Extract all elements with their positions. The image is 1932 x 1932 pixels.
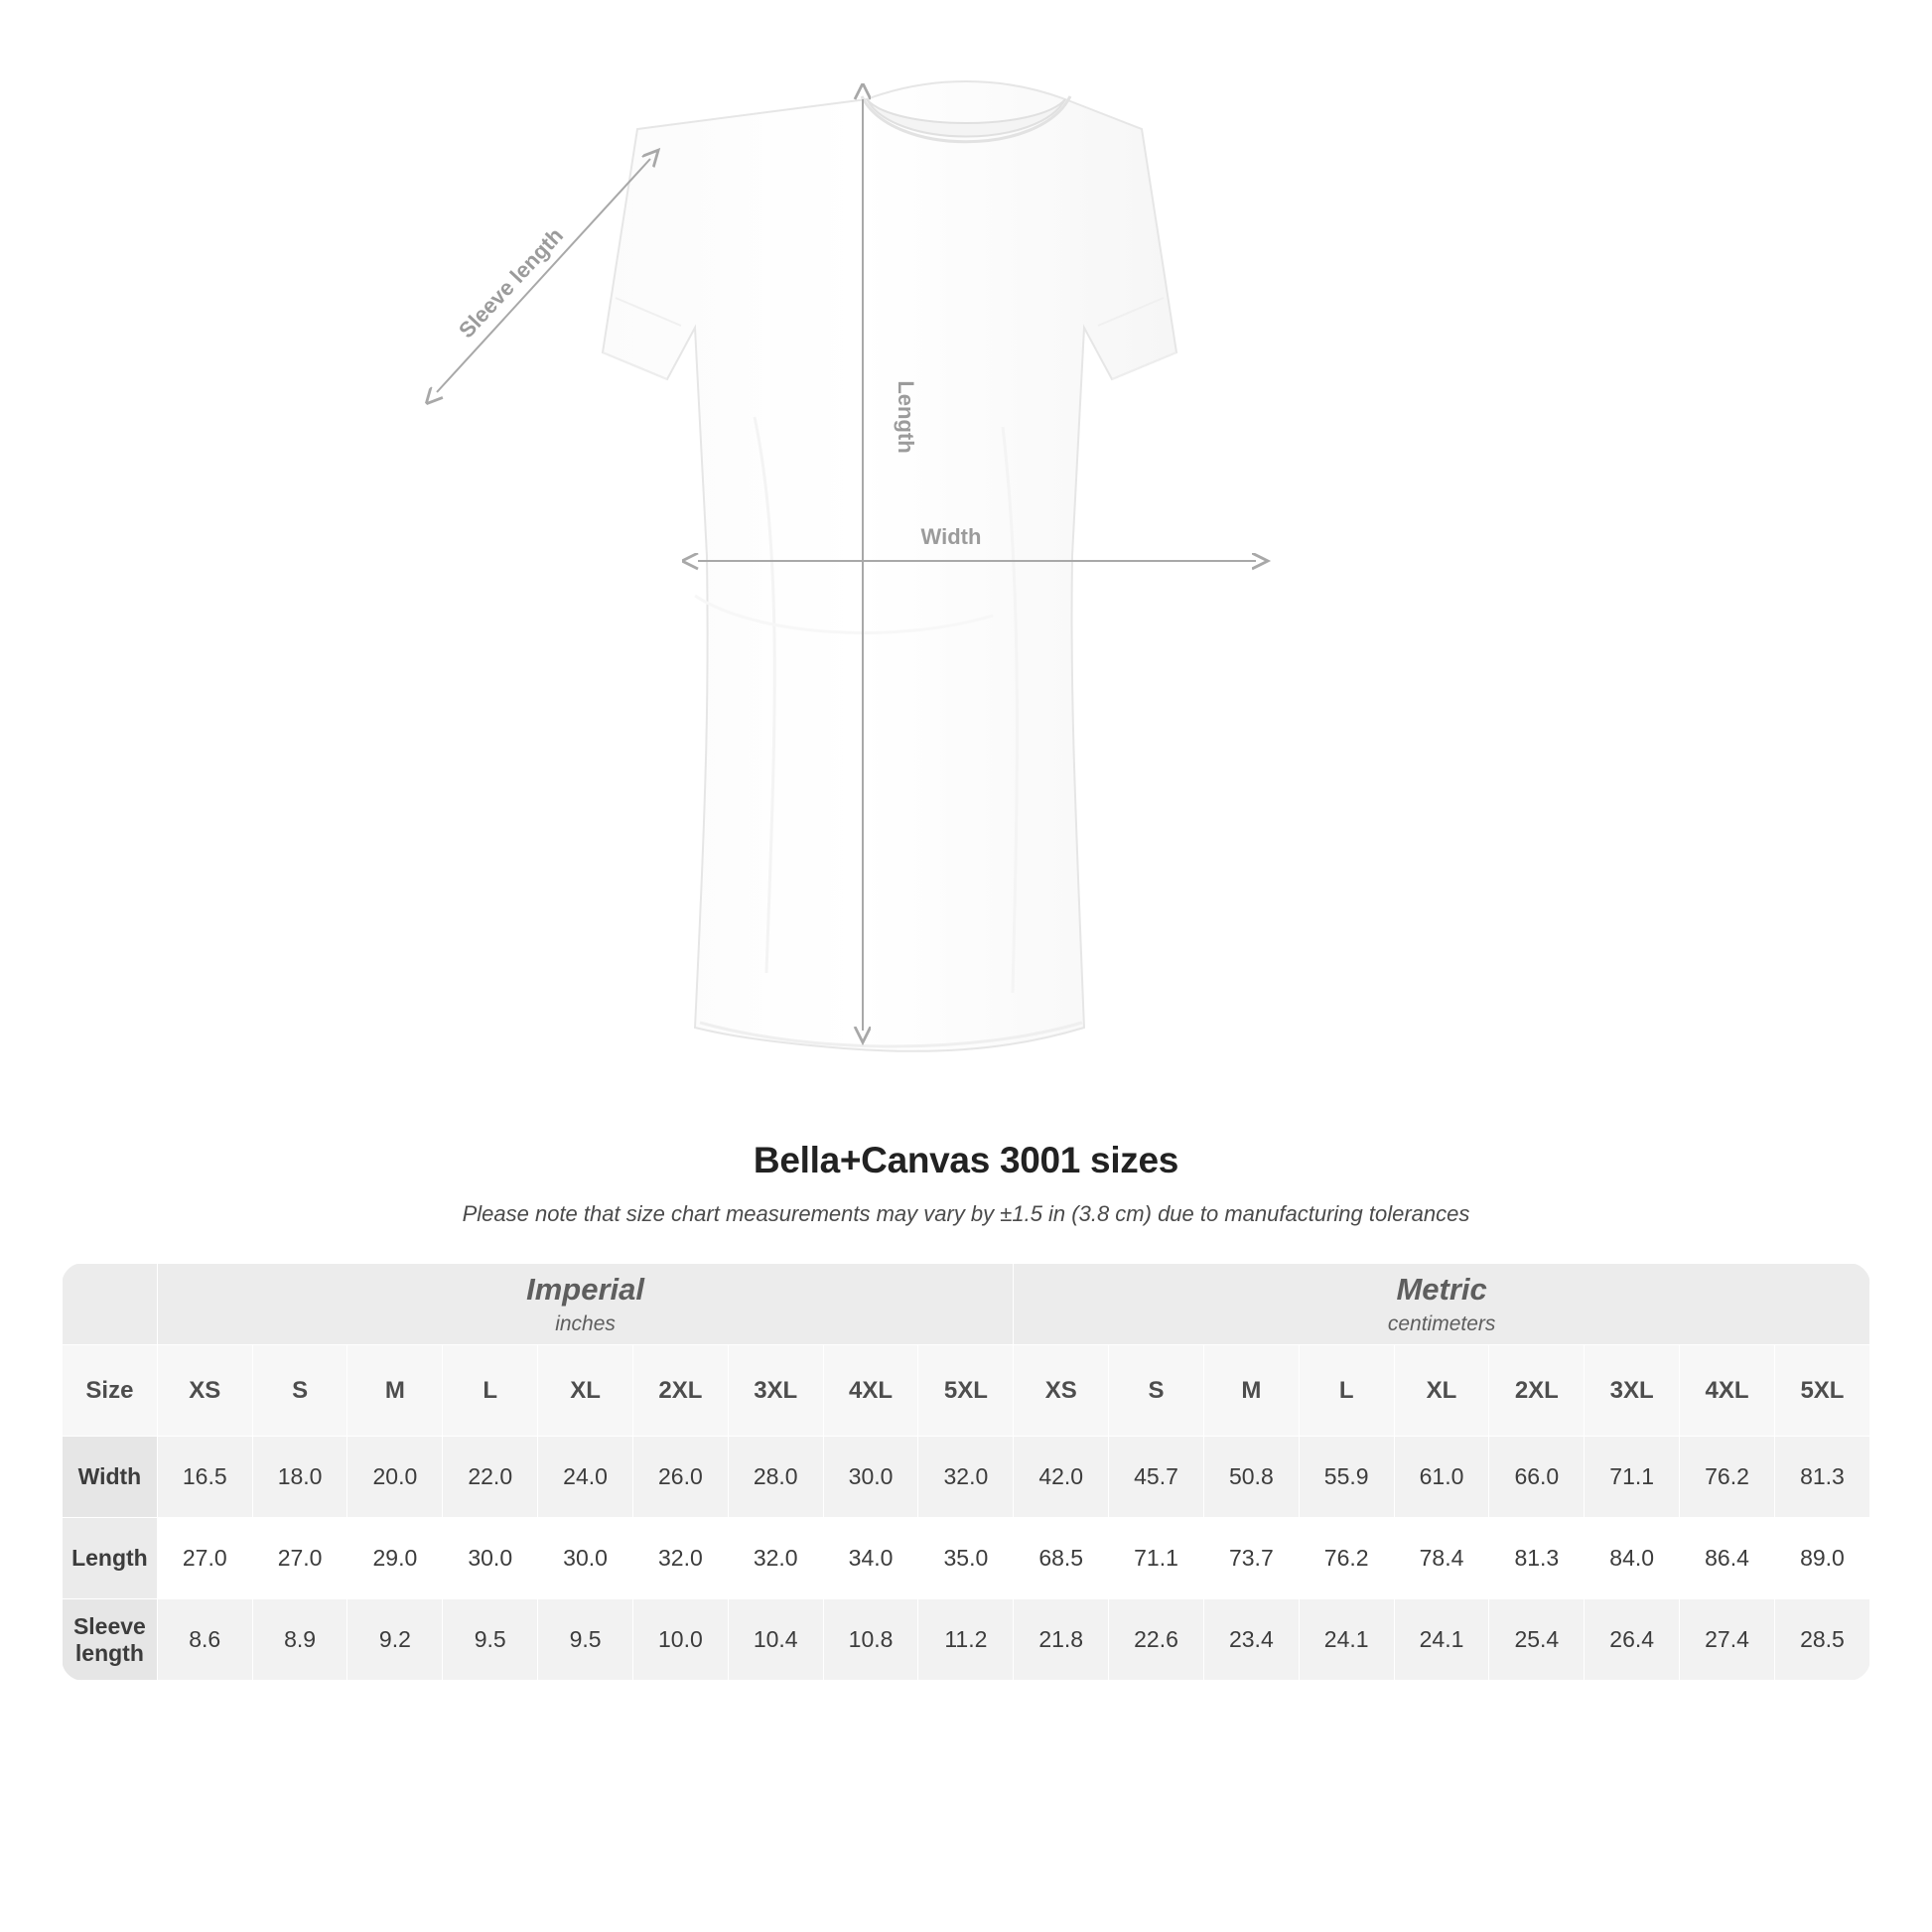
measurement-cell: 27.0 [252,1518,347,1599]
measurement-cell: 22.0 [443,1437,538,1518]
size-header-cell: XS [1014,1345,1109,1437]
measurement-cell: 11.2 [918,1599,1014,1681]
measurement-cell: 22.6 [1109,1599,1204,1681]
size-header-cell: 5XL [918,1345,1014,1437]
measurement-cell: 9.5 [538,1599,633,1681]
measurement-cell: 26.4 [1585,1599,1680,1681]
size-table-wrapper [62,1263,1870,1681]
measurement-cell: 26.0 [632,1437,728,1518]
measurement-cell: 84.0 [1585,1518,1680,1599]
measurement-cell: 29.0 [347,1518,443,1599]
measurement-cell: 23.4 [1203,1599,1299,1681]
size-header-cell: XL [538,1345,633,1437]
measurement-cell: 81.3 [1489,1518,1585,1599]
measurement-cell: 25.4 [1489,1599,1585,1681]
page-title: Bella+Canvas 3001 sizes [753,1140,1179,1180]
measurement-cell: 9.5 [443,1599,538,1681]
measurement-cell: 9.2 [347,1599,443,1681]
table-row [63,1437,1870,1518]
measurement-cell: 76.2 [1680,1437,1775,1518]
table-row [63,1599,1870,1681]
size-header-cell: L [1299,1345,1394,1437]
size-header-row [63,1345,1870,1437]
measurement-cell: 50.8 [1203,1437,1299,1518]
sleeve-length-label: Sleeve length [454,222,569,344]
unit-subtitle: centimeters [1387,1312,1496,1336]
measurement-cell: 71.1 [1109,1518,1204,1599]
measurement-cell: 30.0 [443,1518,538,1599]
unit-header-imperial [157,1264,1013,1345]
measurement-cell: 10.4 [728,1599,823,1681]
measurement-cell: 32.0 [632,1518,728,1599]
measurement-cell: 24.1 [1299,1599,1394,1681]
size-header-cell: XL [1394,1345,1489,1437]
measurement-cell: 61.0 [1394,1437,1489,1518]
size-header-cell: 4XL [823,1345,918,1437]
measurement-cell: 28.5 [1774,1599,1869,1681]
measurement-cell: 55.9 [1299,1437,1394,1518]
measurement-cell: 66.0 [1489,1437,1585,1518]
size-header-cell: 2XL [1489,1345,1585,1437]
unit-header-row [63,1264,1870,1345]
size-header-cell: 2XL [632,1345,728,1437]
measurement-cell: 76.2 [1299,1518,1394,1599]
unit-name: Metric [1396,1271,1487,1307]
tolerance-note: Please note that size chart measurements may vary by ±1.5 in (3.8 cm) due to manufacturing tolerances [462,1201,1470,1226]
measurement-cell: 21.8 [1014,1599,1109,1681]
measurement-cell: 28.0 [728,1437,823,1518]
table-row [63,1518,1870,1599]
measurement-cell: 42.0 [1014,1437,1109,1518]
row-label: Width [63,1437,158,1518]
measurement-cell: 78.4 [1394,1518,1489,1599]
measurement-cell: 27.4 [1680,1599,1775,1681]
size-header-cell: 3XL [1585,1345,1680,1437]
measurement-cell: 24.1 [1394,1599,1489,1681]
unit-header-metric [1014,1264,1870,1345]
row-label: Length [63,1518,158,1599]
measurement-cell: 8.9 [252,1599,347,1681]
measurement-cell: 71.1 [1585,1437,1680,1518]
measurement-cell: 10.8 [823,1599,918,1681]
size-header-cell: XS [157,1345,252,1437]
size-header-cell: L [443,1345,538,1437]
measurement-cell: 73.7 [1203,1518,1299,1599]
measurement-cell: 34.0 [823,1518,918,1599]
size-header-cell: 3XL [728,1345,823,1437]
measurement-cell: 45.7 [1109,1437,1204,1518]
size-table [62,1263,1870,1681]
width-label: Width [920,524,982,549]
size-header-cell: 5XL [1774,1345,1869,1437]
measurement-cell: 16.5 [157,1437,252,1518]
measurement-cell: 27.0 [157,1518,252,1599]
measurement-cell: 89.0 [1774,1518,1869,1599]
size-header-cell: S [252,1345,347,1437]
unit-name: Imperial [526,1271,644,1307]
tshirt-shape [603,81,1176,1051]
length-label: Length [894,380,918,454]
measurement-cell: 86.4 [1680,1518,1775,1599]
measurement-cell: 81.3 [1774,1437,1869,1518]
unit-subtitle: inches [555,1312,616,1336]
size-header-cell: M [1203,1345,1299,1437]
size-header-cell: 4XL [1680,1345,1775,1437]
title-block [0,1140,1932,1227]
measurement-cell: 30.0 [538,1518,633,1599]
measurement-cell: 20.0 [347,1437,443,1518]
row-label: Sleeve length [63,1599,158,1681]
measurement-cell: 35.0 [918,1518,1014,1599]
size-header-cell: M [347,1345,443,1437]
size-header-label: Size [63,1345,158,1437]
measurement-cell: 30.0 [823,1437,918,1518]
measurement-cell: 32.0 [918,1437,1014,1518]
measurement-cell: 24.0 [538,1437,633,1518]
measurement-cell: 18.0 [252,1437,347,1518]
unit-header-corner [63,1264,158,1345]
measurement-cell: 10.0 [632,1599,728,1681]
size-header-cell: S [1109,1345,1204,1437]
measurement-cell: 8.6 [157,1599,252,1681]
measurement-cell: 32.0 [728,1518,823,1599]
measurement-cell: 68.5 [1014,1518,1109,1599]
